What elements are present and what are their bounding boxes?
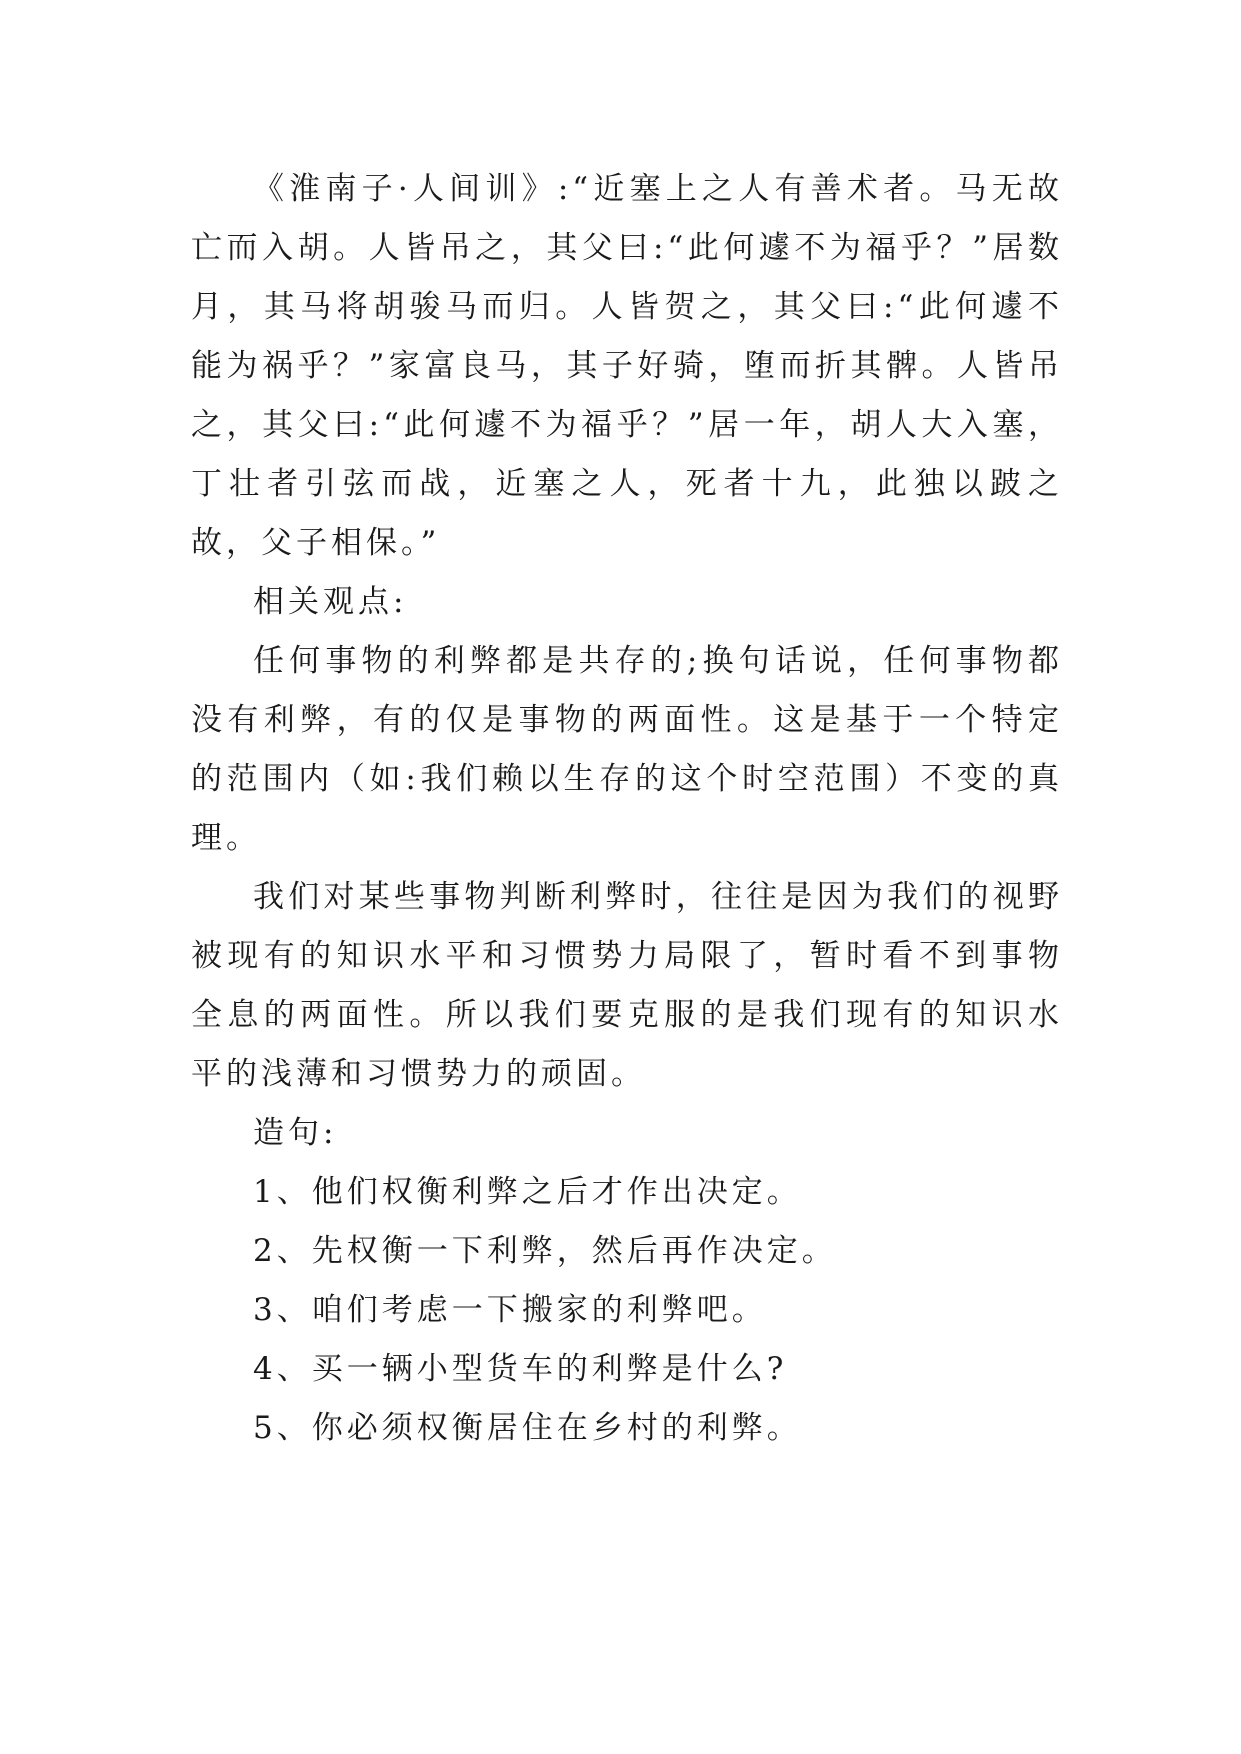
heading-example-sentences: 造句: (253, 1115, 338, 1151)
example-sentence-2: 2、先权衡一下利弊，然后再作决定。 (253, 1233, 837, 1269)
example-sentence-3: 3、咱们考虑一下搬家的利弊吧。 (253, 1292, 767, 1328)
paragraph-view-1: 任何事物的利弊都是共存的;换句话说，任何事物都没有利弊，有的仅是事物的两面性。这是基于一个特定的范围内（如:我们赖以生存的这个时空范围）不变的真理。 (191, 643, 1063, 856)
example-sentence-4: 4、买一辆小型货车的利弊是什么? (253, 1351, 788, 1387)
document-body (191, 160, 1063, 1458)
heading-related-views: 相关观点: (253, 584, 408, 620)
paragraph-view-2: 我们对某些事物判断利弊时，往往是因为我们的视野被现有的知识水平和习惯势力局限了，暂时看不到事物全息的两面性。所以我们要克服的是我们现有的知识水平的浅薄和习惯势力的顽固。 (191, 879, 1063, 1092)
example-sentence-1: 1、他们权衡利弊之后才作出决定。 (253, 1174, 802, 1210)
paragraph-story: 《淮南子·人间训》:“近塞上之人有善术者。马无故亡而入胡。人皆吊之，其父曰:“此何遽不为福乎？”居数月，其马将胡骏马而归。人皆贺之，其父曰:“此何遽不能为祸乎？”家富良马，其子好骑，堕而折其髀。人皆吊之，其父曰:“此何遽不为福乎？”居一年，胡人大入塞，丁壮者引弦而战，近塞之人，死者十九，此独以跛之故，父子相保。” (191, 171, 1063, 561)
example-sentence-5: 5、你必须权衡居住在乡村的利弊。 (253, 1410, 802, 1446)
